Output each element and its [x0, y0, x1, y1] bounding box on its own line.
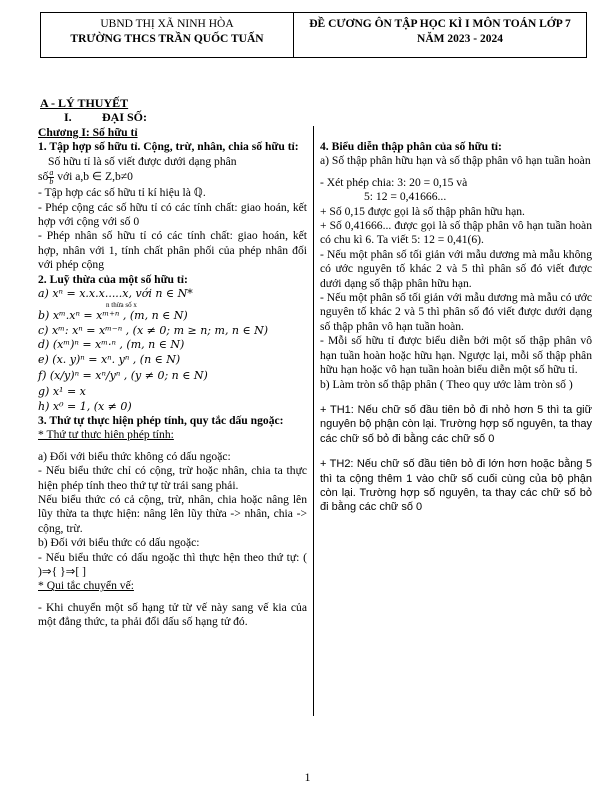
right-para-2: 5: 12 = 0,41666... [364, 190, 447, 204]
spacer [320, 446, 592, 457]
two-column-body [38, 126, 592, 716]
transpose-para: - Khi chuyển một số hạng tử từ vế này sang vế kia của một đẳng thức, ta phải đổi dấu số hạng tử đó. [38, 600, 307, 629]
para-2: - Tập hợp các số hữu tỉ kí hiệu là ℚ. [38, 186, 206, 200]
right-column [313, 126, 592, 716]
section-i-number: I. [64, 110, 72, 124]
rounding-case-1: + TH1: Nếu chữ số đầu tiên bỏ đi nhỏ hơn 5 thì ta giữ nguyên bộ phận còn lại. Trường hợp số nguyên, ta thay các chữ số bỏ đi bằng các chữ số 0 [320, 403, 592, 445]
subheading-transpose: * Qui tắc chuyển vế: [38, 579, 134, 593]
formula-b: b) xᵐ.xⁿ = xᵐ⁺ⁿ , (m, n ∈ N) [38, 309, 188, 323]
spacer [320, 169, 592, 176]
header-title [294, 13, 586, 57]
right-para-6: - Nếu một phân số tối giản với mẫu dương mà mẫu có ước nguyên tố khác 2 và 5 thì phân số đó viết được dưới dạng số thập phân vô hạn tuần hoàn. [320, 291, 592, 333]
chapter-heading: Chương I: Số hữu tỉ [38, 126, 138, 139]
right-para-4: + Số 0,41666... được gọi là số thập phân vô hạn tuần hoàn có chu kì 6. Ta viết 5: 12 = 0,41(6). [320, 219, 592, 247]
para-3: - Phép cộng các số hữu tỉ có các tính chất: giao hoán, kết hợp với cộng với số 0 [38, 200, 307, 229]
right-sub-b: b) Làm tròn số thập phân ( Theo quy ước làm tròn số ) [320, 377, 573, 391]
heading-4: 4. Biểu diễn thập phân của số hữu tỉ: [320, 140, 502, 153]
subheading-order: * Thứ tư thưc hiên phép tính: [38, 428, 174, 442]
formula-d: d) (xᵐ)ⁿ = xᵐ·ⁿ , (m, n ∈ N) [38, 338, 185, 352]
fraction-denominator: b [49, 177, 54, 187]
case-b-para-1: - Nếu biểu thức có dấu ngoặc thì thực hện theo thứ tự: ( )⇒{ }⇒[ ] [38, 550, 307, 578]
para-1b-pre: số [38, 170, 49, 184]
section-i-heading [64, 110, 147, 125]
case-a-para-1: - Nếu biểu thức chỉ có cộng, trừ hoặc nhân, chia ta thực hiện phép tính theo thứ tự từ trái sang phải. [38, 464, 307, 492]
para-1b-post: với a,b ∈ Z,b≠0 [57, 170, 133, 184]
fraction-a-over-b [48, 169, 54, 186]
spacer [38, 443, 307, 450]
header-doc-title: ĐỀ CƯƠNG ÔN TẬP HỌC KÌ I MÔN TOÁN LỚP 7 [309, 18, 571, 30]
case-b-title: b) Đối với biểu thức có dấu ngoặc: [38, 536, 200, 550]
rounding-case-2: + TH2: Nếu chữ số đầu tiên bỏ đi lớn hơn hoặc bằng 5 thì ta cộng thêm 1 vào chữ số cuối cùng của bộ phận còn lại. Trường hợp số nguyên, ta thay các chữ số bỏ đi bằng các chữ số 0 [320, 458, 592, 514]
para-4: - Phép nhân số hữu tỉ có các tính chất: giao hoán, kết hợp, nhân với 1, tính chất phân phối của phép nhân đối với phép cộng [38, 229, 307, 272]
fraction-numerator: a [49, 168, 54, 178]
right-sub-a: a) Số thập phân hữu hạn và số thập phân vô hạn tuần hoàn [320, 154, 591, 168]
left-column [38, 126, 313, 716]
right-para-1: - Xét phép chia: 3: 20 = 0,15 và [320, 175, 468, 189]
right-para-5: - Nếu một phân số tối giản với mẫu dương mà mẫu không có ước nguyên tố khác 2 và 5 thì phân số đó viết được dưới dạng số thập phân hữu hạn. [320, 247, 592, 290]
header-table [40, 12, 587, 58]
formula-h: h) x⁰ = 1, (x ≠ 0) [38, 399, 132, 413]
formula-e: e) (x. y)ⁿ = xⁿ. yⁿ , (n ∈ N) [38, 352, 181, 366]
spacer [38, 594, 307, 601]
page-number: 1 [304, 770, 311, 784]
header-district: UBND THỊ XÃ NINH HÒA [100, 18, 234, 30]
heading-2: 2. Luỹ thừa của một số hữu tỉ: [38, 272, 188, 286]
right-para-7: - Mỗi số hữu tỉ được biểu diễn bởi một số thập phân vô hạn tuần hoàn hoặc hữu hạn. Ngược lại, mỗi số thập phân hữu hạn hoặc vô hạn tuần hoàn biểu diễn một số hữu tỉ. [320, 334, 592, 377]
spacer [320, 392, 592, 403]
para-1b [38, 169, 307, 186]
formula-a-note: n thừa số x [106, 301, 137, 310]
formula-g: g) x¹ = x [38, 385, 86, 399]
case-a-para-2: Nếu biểu thức có cả cộng, trừ, nhân, chia hoặc nâng lên lũy thừa ta thực hiện: nâng lên lũy thừa -> nhân, chia -> cộng, trừ. [38, 492, 307, 535]
header-school-year: NĂM 2023 - 2024 [417, 33, 503, 45]
heading-1: 1. Tập hợp số hữu tỉ. Cộng, trừ, nhân, chia số hữu tỉ: [38, 140, 299, 154]
heading-3: 3. Thứ tự thực hiện phép tính, quy tắc dấu ngoặc: [38, 413, 284, 427]
header-school-name: TRƯỜNG THCS TRẦN QUỐC TUẤN [70, 33, 264, 45]
formula-c: c) xᵐ: xⁿ = xᵐ⁻ⁿ , (x ≠ 0; m ≥ n; m, n ∈ N) [38, 323, 269, 337]
header-school [41, 13, 294, 57]
para-1a: Số hữu tỉ là số viết được dưới dạng phân [48, 154, 237, 168]
formula-a: a) xⁿ = x.x.x.....x, với n ∈ N* [38, 287, 193, 301]
right-para-3: + Số 0,15 được gọi là số thập phân hữu hạn. [320, 204, 525, 218]
section-a-heading: A - LÝ THUYẾT [40, 96, 129, 110]
formula-f: f) (x/y)ⁿ = xⁿ/yⁿ , (y ≠ 0; n ∈ N) [38, 369, 208, 383]
section-i-title: ĐẠI SỐ: [102, 110, 148, 124]
case-a-title: a) Đối với biểu thức không có dấu ngoặc: [38, 449, 231, 463]
